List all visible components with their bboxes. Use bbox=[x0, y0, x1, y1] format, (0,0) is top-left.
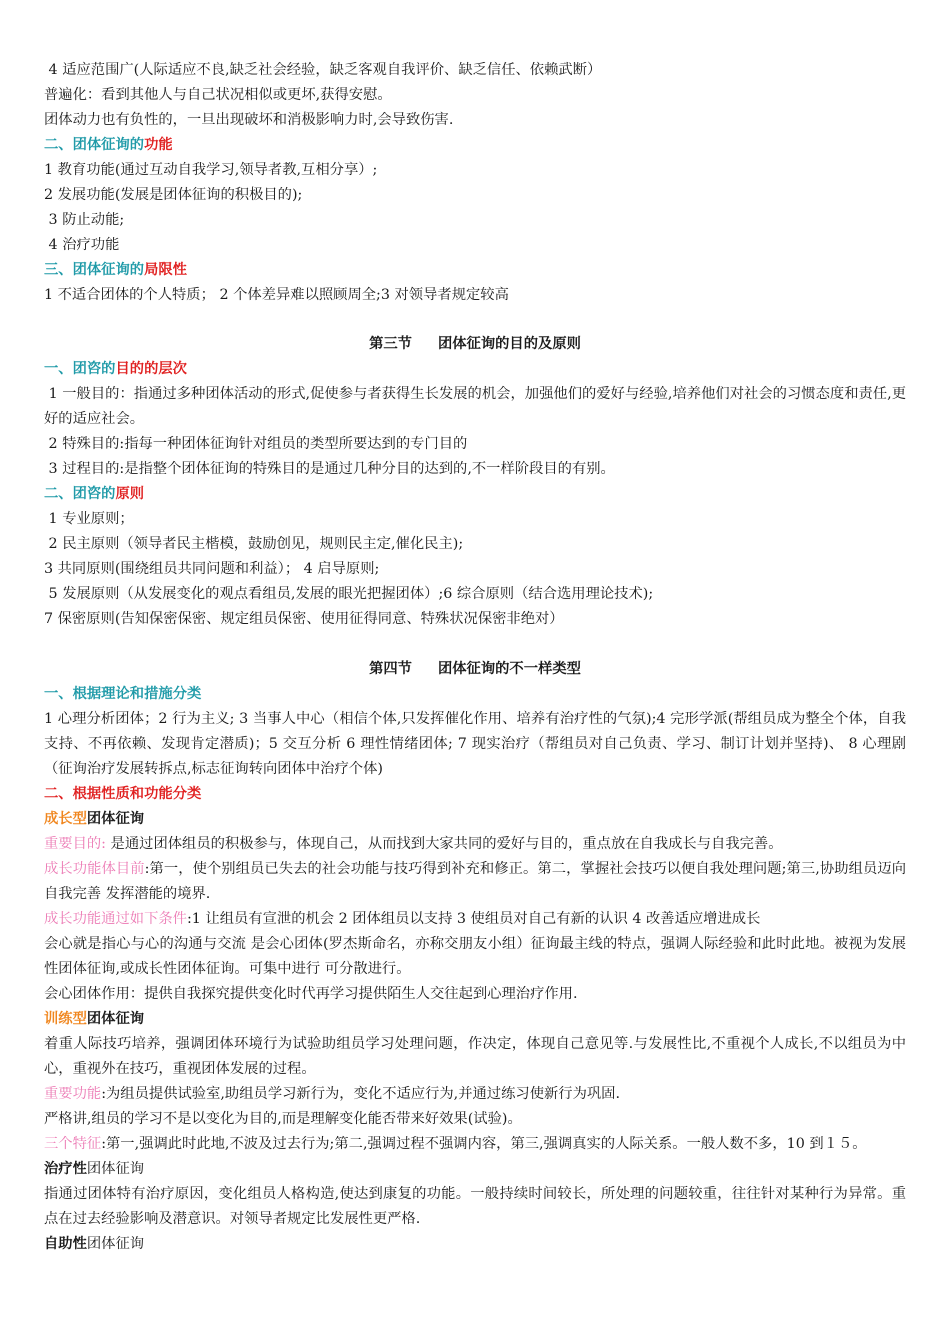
process-goal-text: 3 过程目的:是指整个团体征询的特殊目的是通过几种分目的达到的,不一样阶段目的有别。 bbox=[48, 461, 615, 477]
special-goal-text: 2 特殊目的:指每一种团体征询针对组员的类型所要达到的专门目的 bbox=[48, 436, 468, 452]
heading-prefix: 一、团咨的 bbox=[44, 361, 116, 377]
text-paragraph: 着重人际技巧培养，强调团体环境行为试验助组员学习处理问题，作决定，体现自己意见等.与发展性比,不重视个人成长,不以组员为中心，重视外在技巧，重视团体发展的过程。 bbox=[44, 1036, 906, 1077]
text-paragraph bbox=[44, 382, 906, 432]
text-line: 2 发展功能(发展是团体征询的积极目的); bbox=[44, 187, 303, 203]
heading-prefix: 二、团体征询的 bbox=[44, 137, 145, 153]
principle-text: 2 民主原则（领导者民主楷模，鼓励创见，规则民主定,催化民主); bbox=[48, 536, 464, 552]
type-suffix: 团体征询 bbox=[86, 1236, 145, 1252]
spacer bbox=[44, 308, 906, 332]
text-line bbox=[44, 233, 906, 258]
text-line: 3 共同原则(围绕组员共同问题和利益）； 4 启导原则; bbox=[44, 561, 380, 577]
text-line bbox=[44, 582, 906, 607]
prevention-text: 3 防止动能; bbox=[48, 212, 125, 228]
text-line: 1 不适合团体的个人特质； 2 个体差异难以照顾周全;3 对领导者规定较高 bbox=[44, 287, 509, 303]
term-label: 三个特征 bbox=[44, 1136, 102, 1152]
heading-keyword: 功能 bbox=[144, 137, 173, 153]
principle-text: 5 发展原则（从发展变化的观点看组员,发展的眼光把握团体）;6 综合原则（结合选用理论技术); bbox=[48, 586, 654, 602]
text-line: 严格讲,组员的学习不是以变化为目的,而是理解变化能否带来好效果(试验)。 bbox=[44, 1111, 522, 1127]
text-paragraph bbox=[44, 1132, 906, 1157]
section-heading-principles bbox=[44, 482, 906, 507]
section-title: 团体征询的不一样类型 bbox=[437, 661, 581, 677]
section-heading-limitations bbox=[44, 258, 906, 283]
general-goal-text: 1 一般目的：指通过多种团体活动的形式,促使参与者获得生长发展的机会，加强他们的爱好与经验,培养他们对社会的习惯态度和责任,更好的适应社会。 bbox=[44, 386, 906, 427]
type-keyword: 成长型 bbox=[44, 811, 87, 827]
section-heading-goal-levels bbox=[44, 357, 906, 382]
type-heading-training bbox=[44, 1007, 906, 1032]
section-title: 团体征询的目的及原则 bbox=[437, 336, 581, 352]
text-line: 7 保密原则(告知保密保密、规定组员保密、使用征得同意、特殊状况保密非绝对） bbox=[44, 611, 564, 627]
chapter-title-section-3 bbox=[44, 332, 906, 357]
text-line bbox=[44, 532, 906, 557]
type-suffix: 团体征询 bbox=[86, 811, 145, 827]
text-line bbox=[44, 457, 906, 482]
section-heading-functions bbox=[44, 133, 906, 158]
principle-text: 1 专业原则； bbox=[48, 511, 134, 527]
text-line: 普遍化：看到其他人与自己状况相似或更坏,获得安慰。 bbox=[44, 87, 392, 103]
text-line bbox=[44, 58, 906, 83]
section-heading-nature-classification: 二、根据性质和功能分类 bbox=[44, 786, 202, 802]
section-heading-theory-classification: 一、根据理论和措施分类 bbox=[44, 686, 202, 702]
text-line bbox=[44, 208, 906, 233]
text-line bbox=[44, 1082, 906, 1107]
text-paragraph bbox=[44, 857, 906, 907]
section-number: 第三节 bbox=[369, 336, 412, 352]
text-line bbox=[44, 507, 906, 532]
heading-prefix: 二、团咨的 bbox=[44, 486, 116, 502]
text-paragraph: 指通过团体特有治疗原因，变化组员人格构造,使达到康复的功能。一般持续时间较长，所处理的问题较重，往往针对某种行为异常。重点在过去经验影响及潜意识。对领导者规定比发展性更严格. bbox=[44, 1186, 906, 1227]
term-label: 重要功能 bbox=[44, 1086, 102, 1102]
therapy-text: 4 治疗功能 bbox=[48, 237, 120, 253]
term-label: 成长功能通过如下条件 bbox=[44, 911, 187, 927]
term-text: :1 让组员有宣泄的机会 2 团体组员以支持 3 使组员对自己有新的认识 4 改善适应增进成长 bbox=[186, 911, 761, 927]
text-paragraph: 1 心理分析团体；2 行为主义; 3 当事人中心（相信个体,只发挥催化作用、培养有治疗性的气氛);4 完形学派(帮组员成为整全个体，自我支持、不再依赖、发现肯定潜质)；5 交互分析 6 理性情绪团体; 7 现实治疗（帮组员对自己负责、学习、制订计划并坚持)、 8 心理剧（征询治疗发展转拆点,标志征询转向团体中治疗个体) bbox=[44, 711, 906, 777]
heading-keyword: 原则 bbox=[115, 486, 145, 502]
spacer bbox=[44, 632, 906, 657]
type-keyword: 治疗性 bbox=[44, 1161, 87, 1177]
term-text: :第一，使个别组员已失去的社会功能与技巧得到补充和修正。第二，掌握社会技巧以便自我处理问题;第三,协助组员迈向自我完善 发挥潜能的境界. bbox=[44, 861, 906, 902]
type-suffix: 团体征询 bbox=[86, 1011, 145, 1027]
heading-prefix: 三、团体征询的 bbox=[44, 262, 145, 278]
term-text: :为组员提供试验室,助组员学习新行为，变化不适应行为,并通过练习使新行为巩固. bbox=[101, 1086, 621, 1102]
text-line: 会心团体作用：提供自我探究提供变化时代再学习提供陌生人交往起到心理治疗作用. bbox=[44, 986, 578, 1002]
term-label: 成长功能体目前 bbox=[44, 861, 145, 877]
text-line: 1 教育功能(通过互动自我学习,领导者教,互相分享）; bbox=[44, 162, 378, 178]
text-line bbox=[44, 432, 906, 457]
term-text: :第一,强调此时此地,不波及过去行为;第二,强调过程不强调内容，第三,强调真实的人际关系。一般人数不多，10 到１５。 bbox=[101, 1136, 867, 1152]
type-suffix: 团体征询 bbox=[86, 1161, 145, 1177]
text-line bbox=[44, 907, 906, 932]
term-text: 是通过团体组员的积极参与，体现自己，从而找到大家共同的爱好与目的，重点放在自我成长与自我完善。 bbox=[106, 836, 783, 852]
term-label: 重要目的: bbox=[44, 836, 107, 852]
type-heading-therapy bbox=[44, 1157, 906, 1182]
section-number: 第四节 bbox=[369, 661, 412, 677]
type-heading-self-help bbox=[44, 1232, 906, 1257]
text-paragraph bbox=[44, 832, 906, 857]
type-keyword: 自助性 bbox=[44, 1236, 87, 1252]
text-line: 团体动力也有负性的，一旦出现破坏和消极影响力时,会导致伤害. bbox=[44, 112, 454, 128]
adaptation-scope-text: 4 适应范围广(人际适应不良,缺乏社会经验，缺乏客观自我评价、缺乏信任、依赖武断） bbox=[48, 62, 602, 78]
heading-keyword: 局限性 bbox=[144, 262, 187, 278]
type-keyword: 训练型 bbox=[44, 1011, 87, 1027]
chapter-title-section-4 bbox=[44, 657, 906, 682]
type-heading-growth bbox=[44, 807, 906, 832]
text-paragraph: 会心就是指心与心的沟通与交流 是会心团体(罗杰斯命名，亦称交朋友小组）征询最主线的特点，强调人际经验和此时此地。被视为发展性团体征询,或成长性团体征询。可集中进行 可分散进行。 bbox=[44, 936, 906, 977]
heading-keyword: 目的的层次 bbox=[115, 361, 187, 377]
